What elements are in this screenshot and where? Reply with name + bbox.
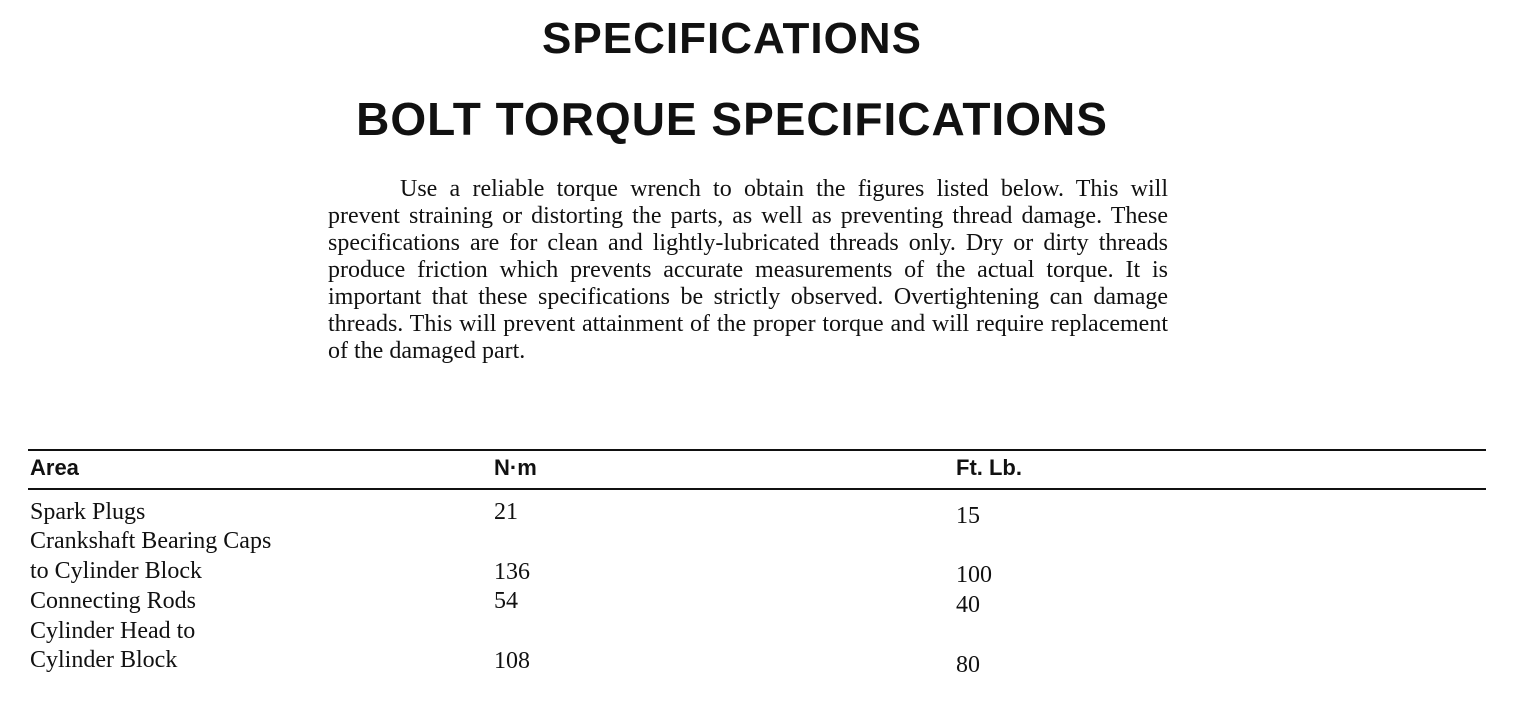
cell-ftlb: 15 (956, 503, 980, 529)
table-header-rule (28, 488, 1486, 490)
cell-nm: 21 (494, 499, 518, 525)
cell-area: Crankshaft Bearing Caps (30, 528, 272, 554)
cell-ftlb: 100 (956, 562, 992, 588)
cell-nm: 108 (494, 648, 530, 674)
section-title: BOLT TORQUE SPECIFICATIONS (356, 93, 1108, 145)
cell-area: Cylinder Head to (30, 618, 196, 644)
table-top-rule (28, 449, 1486, 451)
intro-paragraph: Use a reliable torque wrench to obtain the figures listed below. This will prevent straining or distorting the parts, as well as preventing thread damage. These specifications are for clean and lightly-lubricated threads only. Dry or dirty threads produce friction which prevents accurate measurements of the actual torque. It is important that these specifications be strictly observed. Overtightening can damage threads. This will prevent attainment of the proper torque and will require replacement of the damaged part. (328, 176, 1168, 364)
cell-nm: 136 (494, 559, 530, 585)
cell-area: Spark Plugs (30, 499, 146, 525)
cell-ftlb: 40 (956, 592, 980, 618)
cell-area: Connecting Rods (30, 588, 196, 614)
column-header-nm: N·m (494, 455, 537, 480)
cell-area-cont: Cylinder Block (30, 647, 178, 673)
cell-ftlb: 80 (956, 652, 980, 678)
cell-nm: 54 (494, 588, 518, 614)
cell-area-cont: to Cylinder Block (30, 558, 202, 584)
column-header-ftlb: Ft. Lb. (956, 455, 1022, 480)
page-title: SPECIFICATIONS (542, 14, 922, 63)
column-header-area: Area (30, 455, 79, 480)
